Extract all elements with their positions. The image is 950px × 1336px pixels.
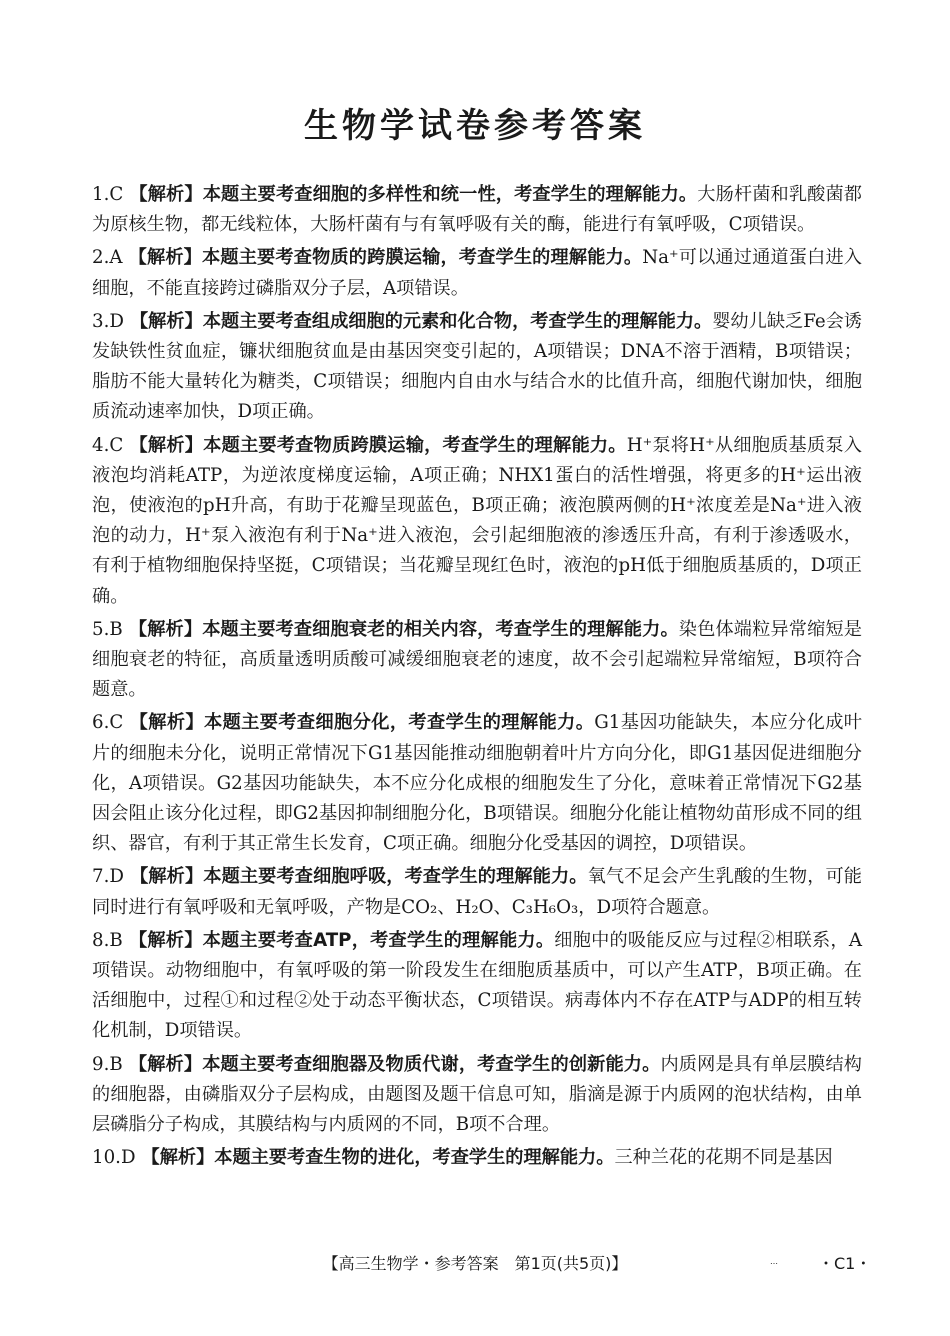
footer-code: ・C1・ [818, 1254, 872, 1273]
answer-choice: C [109, 184, 124, 205]
analysis-body: 婴幼儿缺乏Fe会诱发缺铁性贫血症，镰状细胞贫血是由基因突变引起的，A项错误；DNA不溶于酒精，B项错误；脂肪不能大量转化为糖类，C项错误；细胞内自由水与结合水的比值升高，细胞代谢加快，细胞质流动速率加快，D项正确。 [92, 310, 862, 423]
analysis-tag: 【解析】 [129, 712, 205, 734]
answer-number: 2. [92, 247, 110, 269]
answer-choice: C [109, 434, 124, 456]
footer-dots: … [770, 1257, 778, 1266]
analysis-tag: 【解析】 [128, 1053, 203, 1075]
answer-item [92, 307, 862, 428]
answer-item [92, 1143, 862, 1173]
answer-item [92, 926, 862, 1047]
analysis-body: 染色体端粒异常缩短是细胞衰老的特征，高质量透明质酸可减缓细胞衰老的速度，故不会引起端粒异常缩短，B项符合题意。 [92, 618, 862, 701]
answer-item [92, 243, 862, 303]
answer-number: 3. [92, 310, 110, 332]
analysis-lead: 本题主要考查物质的跨膜运输，考查学生的理解能力。 [202, 247, 643, 269]
answer-number: 4. [92, 434, 110, 456]
answer-item [92, 615, 862, 706]
analysis-lead: 本题主要考查组成细胞的元素和化合物，考查学生的理解能力。 [202, 310, 713, 332]
answer-choice: D [109, 866, 124, 888]
analysis-lead: 本题主要考查生物的进化，考查学生的理解能力。 [214, 1147, 615, 1169]
analysis-body: 氧气不足会产生乳酸的生物，可能同时进行有氧呼吸和无氧呼吸，产物是CO₂、H₂O、C₃H₆O₃，D项符合题意。 [92, 866, 862, 918]
answer-number: 5. [92, 618, 110, 640]
answer-number: 1. [92, 184, 110, 205]
analysis-body: 三种兰花的花期不同是基因 [614, 1147, 833, 1169]
answer-number: 8. [92, 929, 110, 951]
analysis-body: 内质网是具有单层膜结构的细胞器，由磷脂双分子层构成，由题图及题干信息可知，脂滴是源于内质网的泡状结构，由单层磷脂分子构成，其膜结构与内质网的不同，B项不合理。 [92, 1053, 862, 1136]
answer-item [92, 708, 862, 859]
answer-choice: D [109, 310, 124, 332]
answer-choice: B [109, 618, 123, 640]
answer-item [92, 862, 862, 922]
analysis-lead: 本题主要考查细胞的多样性和统一性，考查学生的理解能力。 [202, 184, 698, 205]
page-title: 生物学试卷参考答案 [304, 106, 646, 146]
analysis-tag: 【解析】 [128, 247, 203, 269]
answer-item [92, 1050, 862, 1141]
analysis-tag: 【解析】 [129, 866, 204, 888]
answer-choice: D [120, 1147, 136, 1169]
analysis-body: G1基因功能缺失，本应分化成叶片的细胞未分化，说明正常情况下G1基因能推动细胞朝着叶片方向分化，即G1基因促进细胞分化，A项错误。G2基因功能缺失，本不应分化成根的细胞发生了分化，意味着正常情况下G2基因会阻止该分化过程，即G2基因抑制细胞分化，B项错误。细胞分化能让植物幼苗形成不同的组织、器官，有利于其正常生长发育，C项正确。细胞分化受基因的调控，D项错误。 [92, 712, 862, 855]
answer-item [92, 180, 862, 240]
analysis-body: 细胞中的吸能反应与过程②相联系，A项错误。动物细胞中，有氧呼吸的第一阶段发生在细胞质基质中，可以产生ATP，B项正确。在活细胞中，过程①和过程②处于动态平衡状态，C项错误。病毒体内不存在ATP与ADP的相互转化机制，D项错误。 [92, 929, 862, 1042]
answer-number: 7. [92, 866, 110, 888]
analysis-tag: 【解析】 [129, 434, 204, 456]
answer-number: 10. [92, 1147, 121, 1169]
answer-list [92, 180, 862, 1177]
analysis-tag: 【解析】 [129, 184, 203, 205]
footer-page-info: 【高三生物学・参考答案 第1页(共5页)】 [322, 1254, 628, 1273]
answer-number: 6. [92, 712, 110, 734]
analysis-tag: 【解析】 [141, 1147, 215, 1169]
answer-number: 9. [92, 1053, 110, 1075]
analysis-lead: 本题主要考查ATP，考查学生的理解能力。 [202, 929, 555, 951]
analysis-lead: 本题主要考查细胞呼吸，考查学生的理解能力。 [203, 866, 588, 888]
analysis-tag: 【解析】 [129, 310, 203, 332]
answer-item [92, 431, 862, 612]
answer-choice: B [109, 929, 123, 951]
analysis-tag: 【解析】 [128, 929, 203, 951]
analysis-body: 大肠杆菌和乳酸菌都为原核生物，都无线粒体，大肠杆菌有与有氧呼吸有关的酶，能进行有氧呼吸，C项错误。 [92, 184, 862, 236]
answer-choice: B [109, 1053, 123, 1075]
answer-choice: A [109, 247, 123, 269]
analysis-lead: 本题主要考查细胞器及物质代谢，考查学生的创新能力。 [202, 1053, 661, 1075]
answer-choice: C [109, 712, 124, 734]
analysis-body: H⁺泵将H⁺从细胞质基质泵入液泡均消耗ATP，为逆浓度梯度运输，A项正确；NHX1蛋白的活性增强，将更多的H⁺运出液泡，使液泡的pH升高，有助于花瓣呈现蓝色，B项正确；液泡膜两侧的H⁺浓度差是Na⁺进入液泡的动力，H⁺泵入液泡有利于Na⁺进入液泡，会引起细胞液的渗透压升高，有利于渗透吸水，有利于植物细胞保持坚挺，C项错误；当花瓣呈现红色时，液泡的pH低于细胞质基质的，D项正确。 [92, 434, 862, 607]
analysis-lead: 本题主要考查细胞分化，考查学生的理解能力。 [204, 712, 595, 734]
analysis-body: Na⁺可以通过通道蛋白进入细胞，不能直接跨过磷脂双分子层，A项错误。 [92, 247, 862, 299]
analysis-lead: 本题主要考查物质跨膜运输，考查学生的理解能力。 [203, 434, 627, 456]
analysis-lead: 本题主要考查细胞衰老的相关内容，考查学生的理解能力。 [202, 618, 679, 640]
analysis-tag: 【解析】 [128, 618, 203, 640]
